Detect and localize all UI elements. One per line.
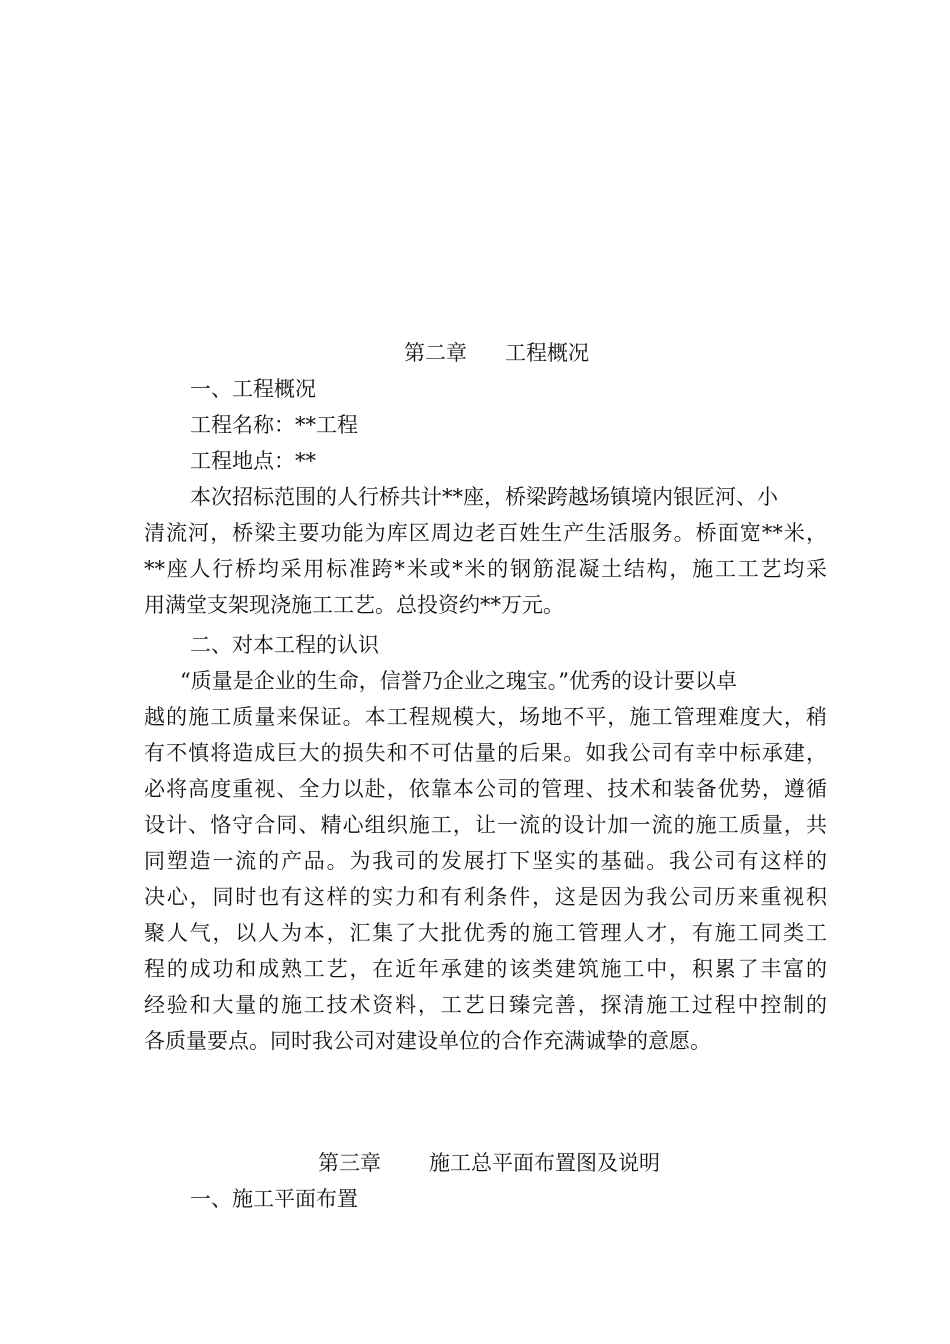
para2-line-9: 程的成功和成熟工艺，在近年承建的该类建筑施工中，积累了丰富的 xyxy=(144,957,827,981)
project-location-line: 工程地点：** xyxy=(190,449,316,473)
project-name-line: 工程名称：**工程 xyxy=(190,413,358,437)
para1-line-2: 清流河，桥梁主要功能为库区周边老百姓生产生活服务。桥面宽**米， xyxy=(144,521,827,545)
para2-line-2: 越的施工质量来保证。本工程规模大，场地不平，施工管理难度大，稍 xyxy=(144,705,827,729)
para2-line-7: 决心，同时也有这样的实力和有利条件，这是因为我公司历来重视积 xyxy=(144,885,827,909)
para2-line-6: 同塑造一流的产品。为我司的发展打下坚实的基础。我公司有这样的 xyxy=(144,849,827,873)
chapter3-number: 第三章 xyxy=(318,1151,381,1175)
para2-line-11: 各质量要点。同时我公司对建设单位的合作充满诚挚的意愿。 xyxy=(144,1029,711,1053)
chapter3-title: 施工总平面布置图及说明 xyxy=(429,1151,660,1175)
para2-line-8: 聚人气，以人为本，汇集了大批优秀的施工管理人才，有施工同类工 xyxy=(144,921,827,945)
chapter2-title: 工程概况 xyxy=(505,341,589,365)
chapter3-heading xyxy=(318,1148,660,1178)
chapter2-heading xyxy=(404,338,589,368)
section-title-understanding: 二、对本工程的认识 xyxy=(190,633,379,657)
para2-line-4: 必将高度重视、全力以赴，依靠本公司的管理、技术和装备优势，遵循 xyxy=(144,777,827,801)
para2-line-3: 有不慎将造成巨大的损失和不可估量的后果。如我公司有幸中标承建， xyxy=(144,741,827,765)
para2-line-10: 经验和大量的施工技术资料，工艺日臻完善，探清施工过程中控制的 xyxy=(144,993,827,1017)
section-title-site-layout: 一、施工平面布置 xyxy=(190,1187,358,1211)
chapter2-number: 第二章 xyxy=(404,341,467,365)
para1-line-4: 用满堂支架现浇施工工艺。总投资约**万元。 xyxy=(144,593,564,617)
para2-line-1: “质量是企业的生命，信誉乃企业之瑰宝。”优秀的设计要以卓 xyxy=(180,669,737,693)
section-title-overview: 一、工程概况 xyxy=(190,377,316,401)
para1-line-3: **座人行桥均采用标准跨*米或*米的钢筋混凝土结构，施工工艺均采 xyxy=(144,557,827,581)
para1-line-1: 本次招标范围的人行桥共计**座，桥梁跨越场镇境内银匠河、小 xyxy=(190,485,778,509)
para2-line-5: 设计、恪守合同、精心组织施工，让一流的设计加一流的施工质量，共 xyxy=(144,813,827,837)
